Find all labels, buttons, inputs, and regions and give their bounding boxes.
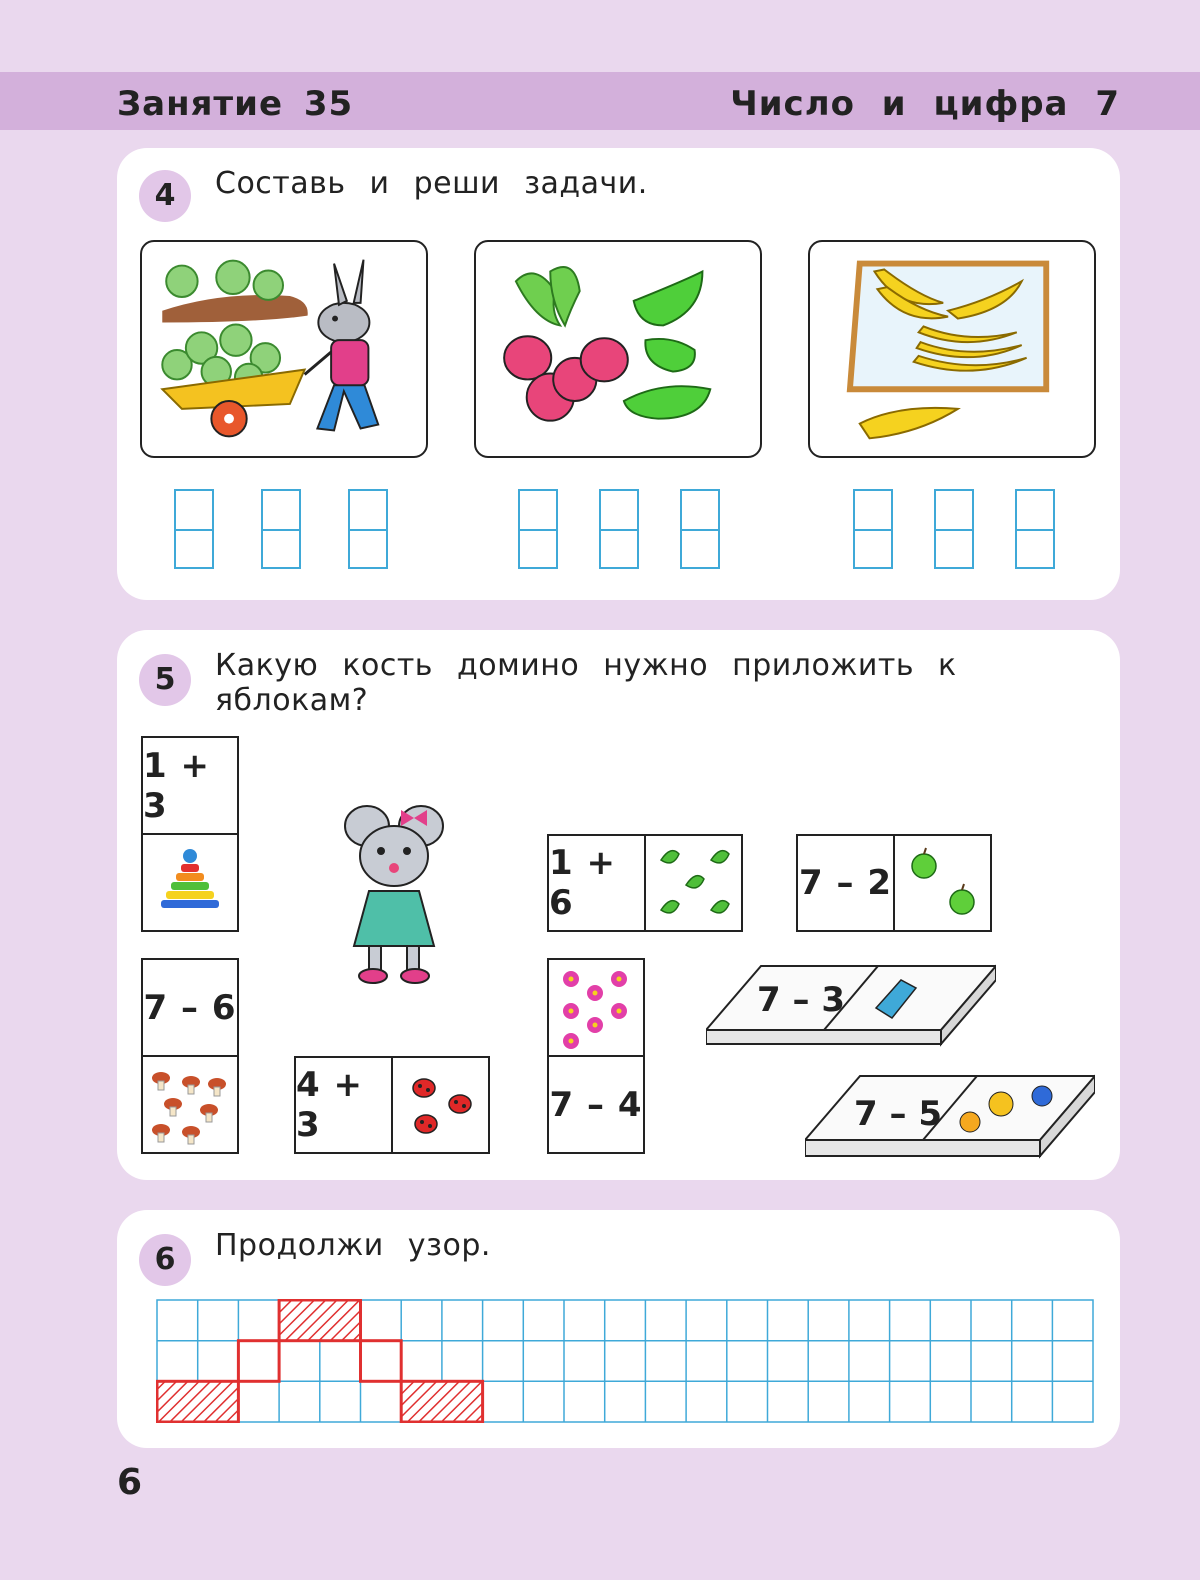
mushrooms-icon bbox=[143, 1055, 237, 1152]
domino-1-plus-6[interactable] bbox=[547, 834, 743, 932]
domino-expression: 4 + 3 bbox=[296, 1065, 363, 1145]
task-6-panel bbox=[117, 1210, 1120, 1448]
domino-expression: 1 + 6 bbox=[549, 843, 616, 923]
domino-4-plus-3[interactable] bbox=[294, 1056, 490, 1154]
bananas-tray-illustration bbox=[810, 242, 1094, 456]
answer-box[interactable] bbox=[174, 489, 214, 569]
task-4-text: Составь и реши задачи. bbox=[215, 166, 648, 201]
domino-expression: 1 + 3 bbox=[143, 745, 210, 826]
picture-radishes-cucumbers bbox=[474, 240, 762, 458]
radishes-cucumbers-illustration bbox=[476, 242, 760, 456]
task-5-panel bbox=[117, 630, 1120, 1180]
answer-box[interactable] bbox=[261, 489, 301, 569]
domino-7-minus-4[interactable] bbox=[547, 958, 645, 1154]
mouse-illustration bbox=[329, 796, 459, 996]
task-4-number: 4 bbox=[139, 170, 191, 222]
pattern-grid[interactable] bbox=[156, 1299, 1094, 1423]
page-number: 6 bbox=[117, 1462, 143, 1503]
task-5-text: Какую кость домино нужно приложить к яблокам? bbox=[215, 648, 957, 718]
domino-expression: 7 – 6 bbox=[143, 987, 237, 1028]
domino-1-plus-3[interactable] bbox=[141, 736, 239, 932]
task-4-panel bbox=[117, 148, 1120, 600]
lesson-title: Занятие 35 bbox=[117, 84, 354, 124]
answer-box[interactable] bbox=[680, 489, 720, 569]
answer-box[interactable] bbox=[934, 489, 974, 569]
picture-bananas-tray bbox=[808, 240, 1096, 458]
answer-box[interactable] bbox=[348, 489, 388, 569]
domino-7-minus-3[interactable] bbox=[706, 958, 996, 1048]
answer-box[interactable] bbox=[1015, 489, 1055, 569]
ladybugs-icon bbox=[391, 1058, 488, 1152]
task-6-text: Продолжи узор. bbox=[215, 1228, 491, 1263]
domino-expression: 7 – 2 bbox=[799, 863, 892, 903]
domino-expression: 7 – 4 bbox=[549, 1055, 643, 1152]
leaves-icon bbox=[644, 836, 741, 930]
answer-box[interactable] bbox=[518, 489, 558, 569]
domino-7-minus-2[interactable] bbox=[796, 834, 992, 932]
task-6-number: 6 bbox=[139, 1234, 191, 1286]
task-5-number: 5 bbox=[139, 654, 191, 706]
flowers-icon bbox=[549, 960, 643, 1055]
pyramid-toy-icon bbox=[143, 833, 237, 930]
domino-7-minus-5[interactable] bbox=[805, 1072, 1095, 1162]
picture-rabbit-cabbages bbox=[140, 240, 428, 458]
answer-box[interactable] bbox=[853, 489, 893, 569]
rabbit-cabbages-illustration bbox=[142, 242, 426, 456]
domino-expression: 7 – 5 bbox=[854, 1094, 942, 1134]
topic-title: Число и цифра 7 bbox=[730, 84, 1120, 124]
domino-7-minus-6[interactable] bbox=[141, 958, 239, 1154]
apples-icon bbox=[893, 836, 990, 930]
answer-box[interactable] bbox=[599, 489, 639, 569]
domino-expression: 7 – 3 bbox=[757, 980, 845, 1020]
